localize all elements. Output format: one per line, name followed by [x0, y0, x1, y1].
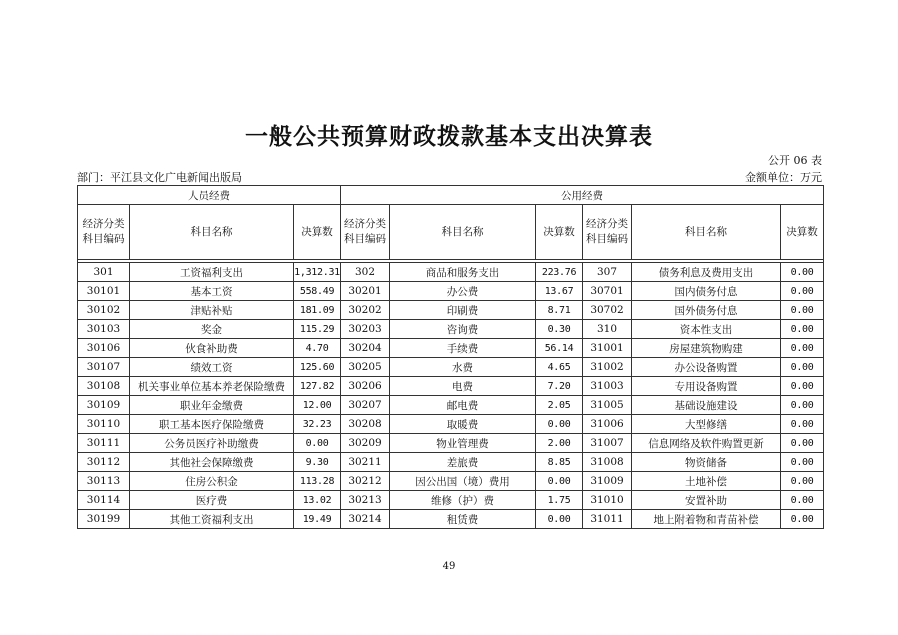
cell-code: 30212 [341, 472, 390, 491]
cell-code: 302 [341, 263, 390, 282]
table-row [78, 396, 824, 415]
cell-amount: 223.76 [536, 263, 583, 282]
cell-code: 301 [78, 263, 130, 282]
cell-amount: 0.00 [781, 263, 824, 282]
cell-amount: 12.00 [294, 396, 341, 415]
cell-name: 邮电费 [390, 396, 536, 415]
cell-code: 30702 [583, 301, 632, 320]
cell-amount: 181.09 [294, 301, 341, 320]
cell-amount: 13.02 [294, 491, 341, 510]
cell-code: 30206 [341, 377, 390, 396]
table-id: 公开 06 表 [768, 154, 822, 167]
cell-name: 专用设备购置 [632, 377, 781, 396]
cell-code: 31009 [583, 472, 632, 491]
cell-name: 大型修缮 [632, 415, 781, 434]
cell-name: 信息网络及软件购置更新 [632, 434, 781, 453]
cell-name: 津贴补贴 [130, 301, 294, 320]
table-row [78, 263, 824, 282]
cell-amount: 0.00 [781, 453, 824, 472]
cell-name: 机关事业单位基本养老保险缴费 [130, 377, 294, 396]
cell-name: 伙食补助费 [130, 339, 294, 358]
cell-name: 国内债务付息 [632, 282, 781, 301]
table-row [78, 339, 824, 358]
cell-name: 其他工资福利支出 [130, 510, 294, 529]
cell-name: 工资福利支出 [130, 263, 294, 282]
col-header-code: 经济分类科目编码 [78, 205, 130, 260]
cell-name: 差旅费 [390, 453, 536, 472]
cell-amount: 32.23 [294, 415, 341, 434]
cell-code: 30208 [341, 415, 390, 434]
cell-name: 物资储备 [632, 453, 781, 472]
cell-name: 基本工资 [130, 282, 294, 301]
table-row [78, 510, 824, 529]
cell-name: 房屋建筑物购建 [632, 339, 781, 358]
cell-amount: 115.29 [294, 320, 341, 339]
cell-amount: 0.00 [781, 396, 824, 415]
table-row [78, 358, 824, 377]
cell-amount: 56.14 [536, 339, 583, 358]
cell-code: 30109 [78, 396, 130, 415]
cell-amount: 4.65 [536, 358, 583, 377]
cell-amount: 0.00 [536, 510, 583, 529]
cell-code: 30207 [341, 396, 390, 415]
cell-code: 31005 [583, 396, 632, 415]
cell-amount: 9.30 [294, 453, 341, 472]
cell-code: 30112 [78, 453, 130, 472]
cell-name: 安置补助 [632, 491, 781, 510]
cell-name: 其他社会保障缴费 [130, 453, 294, 472]
cell-name: 奖金 [130, 320, 294, 339]
cell-name: 医疗费 [130, 491, 294, 510]
cell-amount: 0.00 [781, 491, 824, 510]
cell-name: 国外债务付息 [632, 301, 781, 320]
cell-name: 租赁费 [390, 510, 536, 529]
cell-amount: 2.05 [536, 396, 583, 415]
table-row [78, 415, 824, 434]
table-row [78, 282, 824, 301]
cell-name: 商品和服务支出 [390, 263, 536, 282]
col-header-code: 经济分类科目编码 [583, 205, 632, 260]
cell-amount: 0.00 [781, 472, 824, 491]
cell-amount: 0.00 [781, 358, 824, 377]
cell-code: 30102 [78, 301, 130, 320]
cell-name: 办公设备购置 [632, 358, 781, 377]
col-header-name: 科目名称 [130, 205, 294, 260]
table-row [78, 320, 824, 339]
department-label: 部门：平江县文化广电新闻出版局 [77, 171, 242, 184]
cell-code: 30213 [341, 491, 390, 510]
cell-amount: 0.00 [781, 320, 824, 339]
cell-code: 30205 [341, 358, 390, 377]
cell-code: 30209 [341, 434, 390, 453]
cell-name: 资本性支出 [632, 320, 781, 339]
cell-amount: 1.75 [536, 491, 583, 510]
cell-code: 31001 [583, 339, 632, 358]
cell-name: 维修（护）费 [390, 491, 536, 510]
table-row [78, 472, 824, 491]
cell-code: 30214 [341, 510, 390, 529]
table-row [78, 434, 824, 453]
col-header-amount: 决算数 [536, 205, 583, 260]
col-header-amount: 决算数 [294, 205, 341, 260]
cell-amount: 0.00 [781, 301, 824, 320]
amount-unit-label: 金额单位：万元 [745, 171, 822, 184]
cell-code: 30113 [78, 472, 130, 491]
cell-amount: 0.00 [781, 377, 824, 396]
section-public-header: 公用经费 [341, 186, 824, 205]
expenditure-table [77, 185, 824, 529]
cell-code: 30199 [78, 510, 130, 529]
cell-code: 31007 [583, 434, 632, 453]
col-header-code: 经济分类科目编码 [341, 205, 390, 260]
cell-name: 绩效工资 [130, 358, 294, 377]
cell-amount: 127.82 [294, 377, 341, 396]
cell-code: 30114 [78, 491, 130, 510]
cell-name: 职业年金缴费 [130, 396, 294, 415]
page-number: 49 [442, 561, 456, 572]
cell-amount: 1,312.31 [294, 263, 341, 282]
cell-name: 债务利息及费用支出 [632, 263, 781, 282]
cell-code: 31003 [583, 377, 632, 396]
cell-name: 咨询费 [390, 320, 536, 339]
cell-name: 水费 [390, 358, 536, 377]
cell-code: 30103 [78, 320, 130, 339]
cell-code: 31006 [583, 415, 632, 434]
cell-name: 住房公积金 [130, 472, 294, 491]
cell-name: 土地补偿 [632, 472, 781, 491]
cell-code: 31010 [583, 491, 632, 510]
col-header-amount: 决算数 [781, 205, 824, 260]
table-row [78, 301, 824, 320]
cell-code: 30203 [341, 320, 390, 339]
cell-code: 30201 [341, 282, 390, 301]
cell-name: 电费 [390, 377, 536, 396]
cell-code: 30108 [78, 377, 130, 396]
cell-amount: 0.00 [781, 415, 824, 434]
cell-name: 职工基本医疗保险缴费 [130, 415, 294, 434]
cell-name: 手续费 [390, 339, 536, 358]
cell-amount: 7.20 [536, 377, 583, 396]
cell-name: 取暖费 [390, 415, 536, 434]
cell-name: 物业管理费 [390, 434, 536, 453]
cell-amount: 558.49 [294, 282, 341, 301]
cell-code: 30111 [78, 434, 130, 453]
cell-amount: 0.00 [536, 472, 583, 491]
cell-amount: 0.00 [536, 415, 583, 434]
cell-code: 30110 [78, 415, 130, 434]
cell-amount: 0.00 [781, 282, 824, 301]
cell-amount: 0.00 [781, 434, 824, 453]
cell-amount: 0.30 [536, 320, 583, 339]
table-row [78, 377, 824, 396]
cell-code: 30106 [78, 339, 130, 358]
cell-amount: 13.67 [536, 282, 583, 301]
cell-name: 印刷费 [390, 301, 536, 320]
cell-amount: 125.60 [294, 358, 341, 377]
cell-code: 31011 [583, 510, 632, 529]
col-header-name: 科目名称 [632, 205, 781, 260]
cell-name: 办公费 [390, 282, 536, 301]
cell-code: 31008 [583, 453, 632, 472]
cell-amount: 2.00 [536, 434, 583, 453]
cell-code: 30701 [583, 282, 632, 301]
page-title: 一般公共预算财政拨款基本支出决算表 [245, 124, 653, 150]
cell-code: 30202 [341, 301, 390, 320]
cell-amount: 4.70 [294, 339, 341, 358]
cell-amount: 0.00 [294, 434, 341, 453]
cell-code: 30101 [78, 282, 130, 301]
cell-code: 310 [583, 320, 632, 339]
section-personnel-header: 人员经费 [78, 186, 341, 205]
cell-code: 307 [583, 263, 632, 282]
cell-amount: 8.71 [536, 301, 583, 320]
cell-name: 基础设施建设 [632, 396, 781, 415]
cell-amount: 113.28 [294, 472, 341, 491]
table-row [78, 453, 824, 472]
cell-code: 31002 [583, 358, 632, 377]
cell-amount: 0.00 [781, 510, 824, 529]
cell-name: 公务员医疗补助缴费 [130, 434, 294, 453]
cell-amount: 8.85 [536, 453, 583, 472]
col-header-name: 科目名称 [390, 205, 536, 260]
cell-code: 30211 [341, 453, 390, 472]
column-header-row [78, 205, 824, 260]
cell-name: 地上附着物和青苗补偿 [632, 510, 781, 529]
cell-amount: 0.00 [781, 339, 824, 358]
cell-amount: 19.49 [294, 510, 341, 529]
cell-name: 因公出国（境）费用 [390, 472, 536, 491]
table-row [78, 491, 824, 510]
cell-code: 30107 [78, 358, 130, 377]
cell-code: 30204 [341, 339, 390, 358]
